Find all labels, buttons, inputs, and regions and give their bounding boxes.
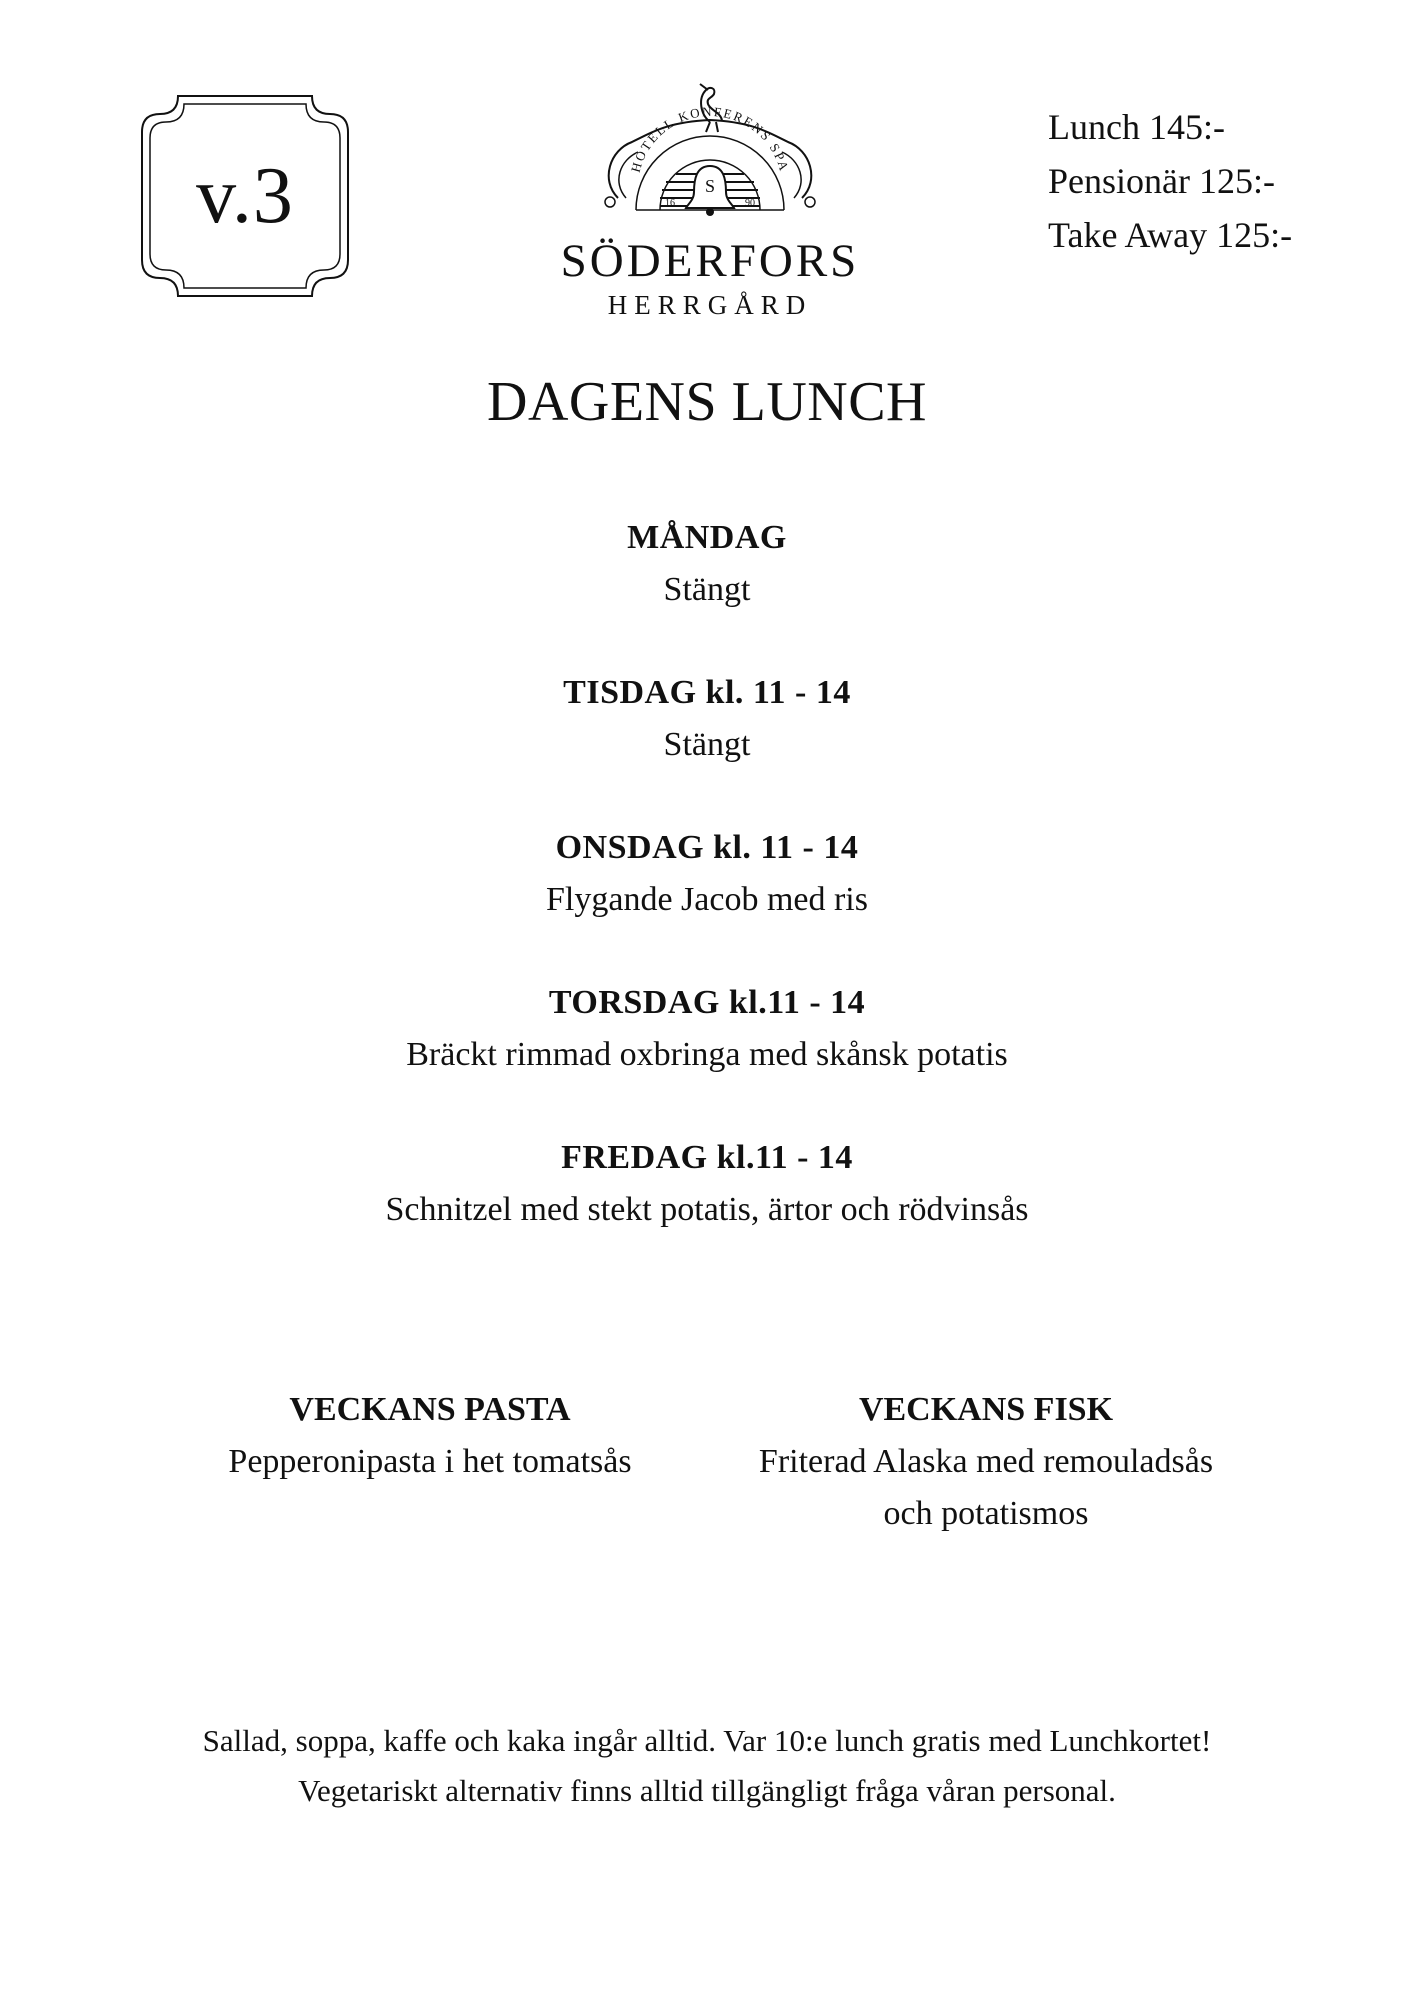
logo-year-left: 16 — [665, 198, 675, 209]
weekly-fish-dish-line2: och potatismos — [883, 1495, 1089, 1532]
day-dish: Bräckt rimmad oxbringa med skånsk potatis — [406, 1036, 1008, 1073]
hotel-logo — [560, 70, 860, 330]
week-badge — [138, 92, 352, 300]
day-wednesday — [0, 822, 1414, 977]
day-monday — [0, 512, 1414, 667]
weekly-pasta-title: VECKANS PASTA — [289, 1391, 571, 1428]
page-title: DAGENS LUNCH — [487, 371, 927, 433]
logo-year-right: 90 — [745, 198, 755, 209]
footer-note — [0, 1716, 1414, 1816]
weekly-pasta-dish: Pepperonipasta i het tomatsås — [228, 1443, 632, 1480]
weekly-fish-dish-line1: Friterad Alaska med remouladsås — [758, 1443, 1214, 1480]
logo-text-layer — [560, 70, 860, 240]
svg-text:HOTELL KONFERENS SPA — [628, 104, 792, 174]
day-tuesday — [0, 667, 1414, 822]
day-friday — [0, 1132, 1414, 1287]
footer-line-2: Vegetariskt alternativ finns alltid tillgängligt fråga våran personal. — [298, 1773, 1116, 1808]
logo-monogram: S — [704, 176, 716, 196]
price-lunch: Lunch 145:- — [1048, 107, 1225, 147]
weekly-fish — [726, 1384, 1246, 1540]
logo-subname: HERRGÅRD — [607, 290, 813, 320]
daily-menu — [0, 512, 1414, 1287]
price-list — [1048, 100, 1292, 262]
day-dish: Stängt — [663, 726, 751, 763]
day-title: TORSDAG kl.11 - 14 — [548, 984, 866, 1021]
day-title: TISDAG kl. 11 - 14 — [563, 674, 851, 711]
day-dish: Stängt — [663, 571, 751, 608]
day-title: ONSDAG kl. 11 - 14 — [555, 829, 859, 866]
weekly-fish-title: VECKANS FISK — [858, 1391, 1114, 1428]
logo-name: SÖDERFORS — [560, 235, 860, 287]
weekly-pasta — [170, 1384, 690, 1488]
day-title: FREDAG kl.11 - 14 — [561, 1139, 853, 1176]
logo-arc-text: HOTELL KONFERENS SPA — [627, 103, 793, 175]
day-dish: Schnitzel med stekt potatis, ärtor och rödvinsås — [385, 1191, 1029, 1228]
footer-line-1: Sallad, soppa, kaffe och kaka ingår alltid. Var 10:e lunch gratis med Lunchkortet! — [202, 1723, 1212, 1758]
day-thursday — [0, 977, 1414, 1132]
week-number: v.3 — [196, 151, 294, 240]
price-takeaway: Take Away 125:- — [1048, 215, 1293, 255]
day-dish: Flygande Jacob med ris — [546, 881, 868, 918]
price-pensioner: Pensionär 125:- — [1048, 161, 1275, 201]
day-title: MÅNDAG — [627, 519, 787, 556]
